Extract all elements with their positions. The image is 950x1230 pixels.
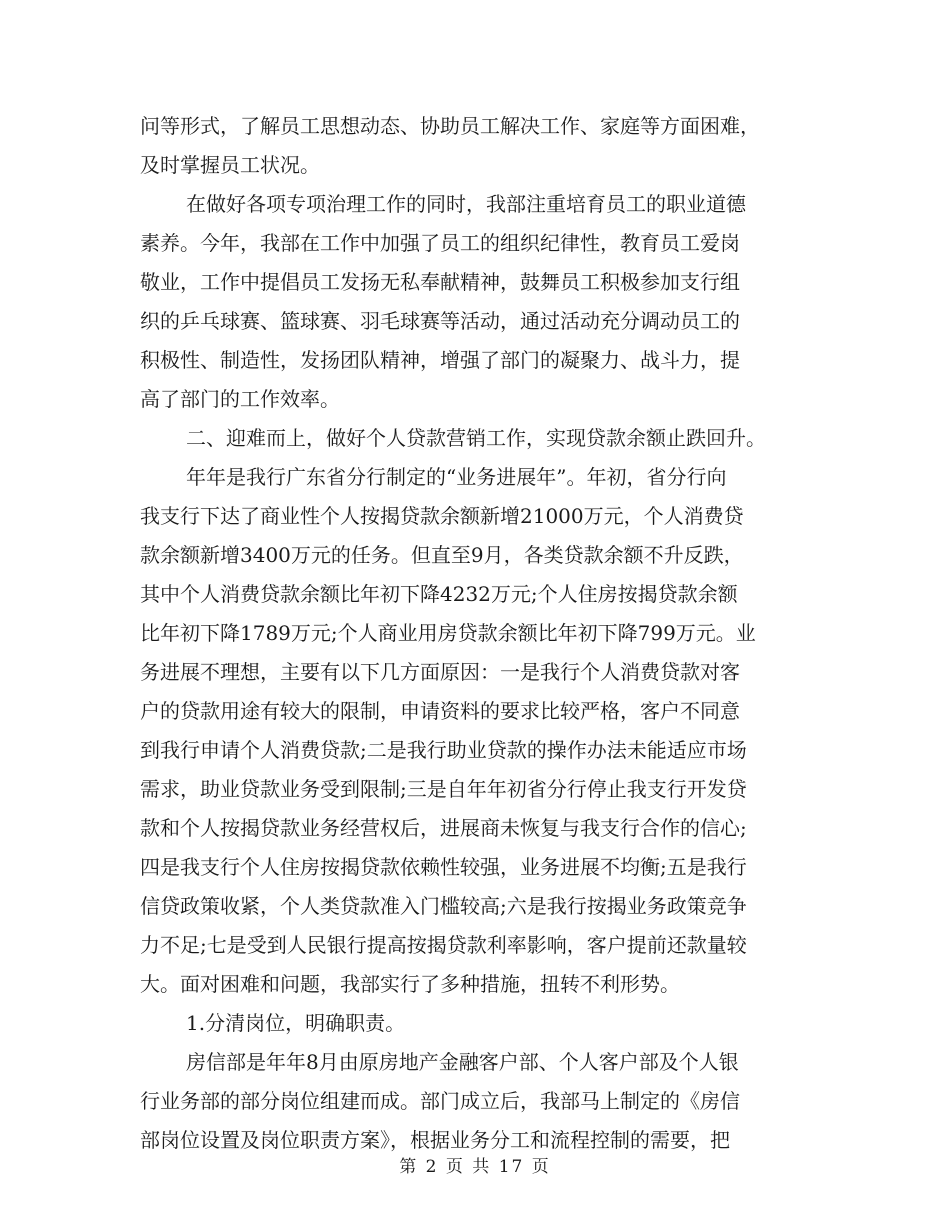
document-body bbox=[140, 107, 810, 1160]
text-line: 及时掌握员工状况。 bbox=[140, 153, 320, 177]
text-line: 务进展不理想，主要有以下几方面原因：一是我行个人消费贷款对客 bbox=[140, 660, 740, 684]
text-line: 力不足;七是受到人民银行提高按揭贷款利率影响，客户提前还款量较 bbox=[140, 933, 747, 957]
text-line: 户的贷款用途有较大的限制，申请资料的要求比较严格，客户不同意 bbox=[140, 699, 740, 723]
text-line: 敬业，工作中提倡员工发扬无私奉献精神，鼓舞员工积极参加支行组 bbox=[140, 270, 740, 294]
paragraph-start-line: 在做好各项专项治理工作的同时，我部注重培育员工的职业道德 bbox=[186, 192, 746, 216]
text-line: 我支行下达了商业性个人按揭贷款余额新增21000万元，个人消费贷 bbox=[140, 504, 744, 528]
text-line: 款余额新增3400万元的任务。但直至9月，各类贷款余额不升反跌， bbox=[140, 543, 744, 567]
text-line: 问等形式，了解员工思想动态、协助员工解决工作、家庭等方面困难， bbox=[140, 114, 760, 138]
subsection-heading: 1.分清岗位，明确职责。 bbox=[186, 1011, 406, 1035]
text-line: 四是我支行个人住房按揭贷款依赖性较强，业务进展不均衡;五是我行 bbox=[140, 855, 747, 879]
text-line: 积极性、制造性，发扬团队精神，增强了部门的凝聚力、战斗力，提 bbox=[140, 348, 740, 372]
text-line: 比年初下降1789万元;个人商业用房贷款余额比年初下降799万元。业 bbox=[140, 621, 756, 645]
paragraph-start-line: 年年是我行广东省分行制定的“业务进展年”。年初，省分行向 bbox=[186, 465, 727, 489]
text-line: 素养。今年，我部在工作中加强了员工的组织纪律性，教育员工爱岗 bbox=[140, 231, 740, 255]
text-line: 行业务部的部分岗位组建而成。部门成立后，我部马上制定的《房信 bbox=[140, 1089, 740, 1113]
paragraph-start-line: 房信部是年年8月由原房地产金融客户部、个人客户部及个人银 bbox=[186, 1050, 739, 1074]
text-line: 到我行申请个人消费贷款;二是我行助业贷款的操作办法未能适应市场 bbox=[140, 738, 747, 762]
text-line: 信贷政策收紧，个人类贷款准入门槛较高;六是我行按揭业务政策竞争 bbox=[140, 894, 747, 918]
text-line: 大。面对困难和问题，我部实行了多种措施，扭转不利形势。 bbox=[140, 972, 680, 996]
text-line: 需求，助业贷款业务受到限制;三是自年年初省分行停止我支行开发贷 bbox=[140, 777, 747, 801]
text-line: 款和个人按揭贷款业务经营权后，进展商未恢复与我支行合作的信心; bbox=[140, 816, 747, 840]
page-number-footer: 第 2 页 共 17 页 bbox=[399, 1157, 551, 1177]
text-line: 织的乒乓球赛、篮球赛、羽毛球赛等活动，通过活动充分调动员工的 bbox=[140, 309, 740, 333]
text-line: 其中个人消费贷款余额比年初下降4232万元;个人住房按揭贷款余额 bbox=[140, 582, 738, 606]
text-line: 高了部门的工作效率。 bbox=[140, 387, 340, 411]
text-line: 部岗位设置及岗位职责方案》，根据业务分工和流程控制的需要，把 bbox=[140, 1128, 730, 1152]
section-heading: 二、迎难而上，做好个人贷款营销工作，实现贷款余额止跌回升。 bbox=[186, 426, 766, 450]
